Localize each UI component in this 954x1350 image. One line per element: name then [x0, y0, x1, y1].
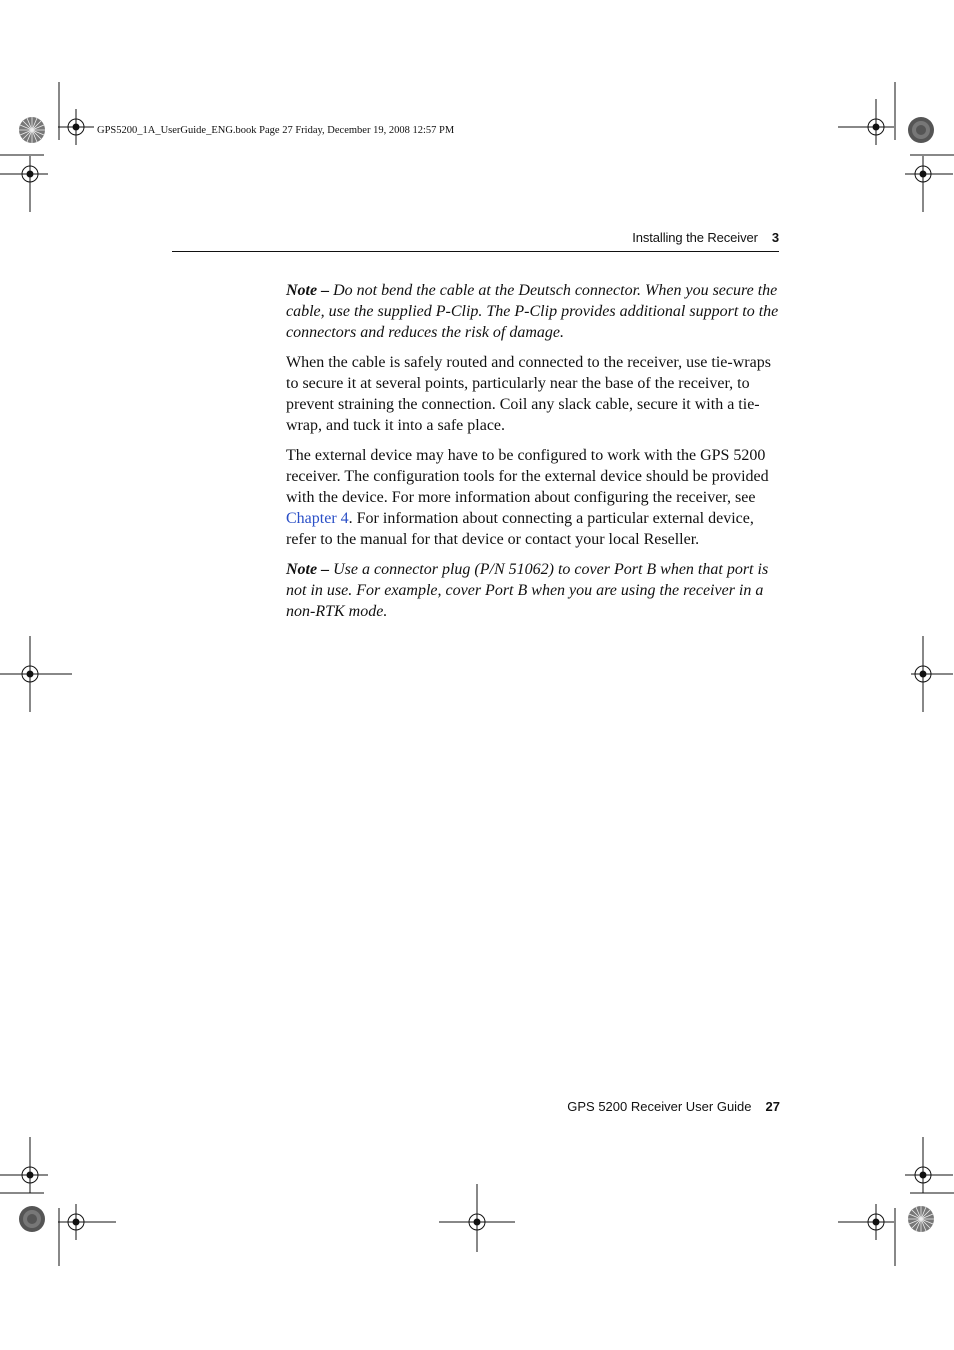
- header-chapter-number: 3: [771, 230, 779, 245]
- note-2: [286, 559, 786, 622]
- paragraph-2-before: The external device may have to be configured to work with the GPS 5200 receiver. The configuration tools for the external device should be provided with the device. For more information about configuring the receiver, see: [286, 447, 769, 506]
- header-section-title: Installing the Receiver: [632, 230, 758, 245]
- running-header: [632, 230, 779, 245]
- note-2-lead: Note –: [286, 561, 330, 578]
- note-1: [286, 280, 786, 343]
- registration-target-icon: [0, 99, 953, 1252]
- paragraph-2-after: . For information about connecting a particular external device, refer to the manual for that device or contact your local Reseller.: [286, 510, 754, 548]
- footer-page-number: 27: [765, 1099, 780, 1114]
- note-1-lead: Note –: [286, 282, 330, 299]
- header-rule: [172, 251, 779, 252]
- body-text: [286, 280, 786, 631]
- note-1-text: Do not bend the cable at the Deutsch connector. When you secure the cable, use the supplied P-Clip. The P-Clip provides additional support to the connectors and reduces the risk of damage.: [286, 282, 779, 341]
- footer-title: GPS 5200 Receiver User Guide: [567, 1099, 752, 1114]
- chapter-4-link[interactable]: Chapter 4: [286, 510, 349, 527]
- note-2-text: Use a connector plug (P/N 51062) to cover Port B when that port is not in use. For example, cover Port B when you are using the receiver in a non-RTK mode.: [286, 561, 769, 620]
- print-slug: GPS5200_1A_UserGuide_ENG.book Page 27 Friday, December 19, 2008 12:57 PM: [97, 125, 455, 136]
- paragraph-1: When the cable is safely routed and connected to the receiver, use tie-wraps to secure it at several points, particularly near the base of the receiver, to prevent straining the connection. Coil any slack cable, secure it with a tie-wrap, and tuck it into a safe place.: [286, 354, 771, 434]
- paragraph-2: [286, 445, 786, 550]
- running-footer: [567, 1099, 780, 1114]
